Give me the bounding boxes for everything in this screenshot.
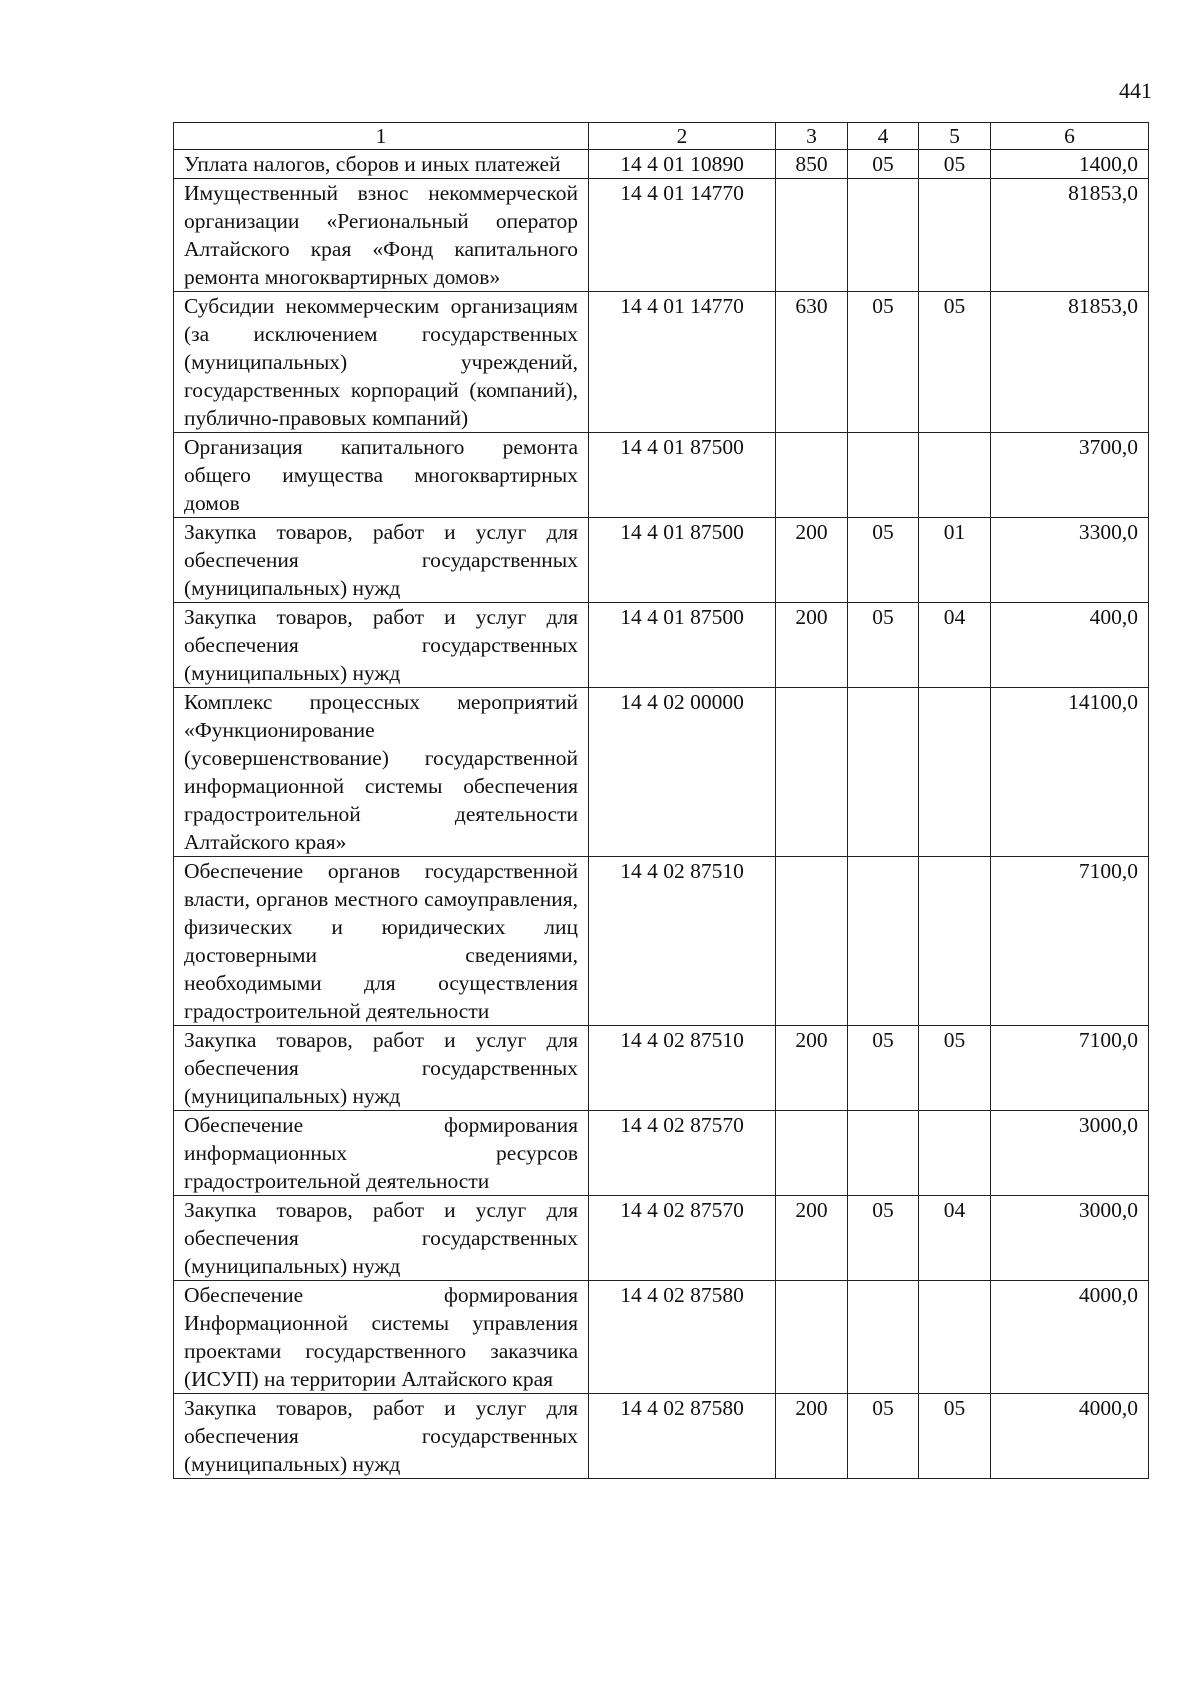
row-pr [919,433,991,518]
page-number: 441 [1119,78,1152,103]
row-vr: 200 [776,603,848,688]
header-col-3: 3 [776,123,848,150]
row-pr: 05 [919,292,991,433]
row-name: Обеспечение органов государственной власти, органов местного самоуправления, физических и юридических лиц достоверными сведениями, необходимыми для осуществления градостроительной деятельности [174,857,589,1026]
row-pr [919,688,991,857]
row-code: 14 4 01 87500 [589,603,776,688]
row-vr [776,179,848,292]
table-row [174,1394,1149,1479]
header-col-1: 1 [174,123,589,150]
row-amount: 7100,0 [991,857,1149,1026]
header-col-6: 6 [991,123,1149,150]
row-pr [919,857,991,1026]
row-code: 14 4 02 87510 [589,857,776,1026]
budget-table [173,122,1149,1479]
row-name: Имущественный взнос некоммерческой организации «Региональный оператор Алтайского края «Фонд капитального ремонта многоквартирных домов» [174,179,589,292]
row-vr: 200 [776,1026,848,1111]
row-amount: 4000,0 [991,1281,1149,1394]
row-vr [776,1281,848,1394]
row-code: 14 4 02 87510 [589,1026,776,1111]
row-amount: 3000,0 [991,1196,1149,1281]
row-amount: 14100,0 [991,688,1149,857]
header-col-2: 2 [589,123,776,150]
table-row [174,150,1149,179]
header-col-4: 4 [848,123,919,150]
row-rz [848,1111,919,1196]
row-amount: 400,0 [991,603,1149,688]
row-name: Закупка товаров, работ и услуг для обеспечения государственных (муниципальных) нужд [174,518,589,603]
row-code: 14 4 01 87500 [589,518,776,603]
row-name: Уплата налогов, сборов и иных платежей [174,150,589,179]
row-name: Комплекс процессных мероприятий «Функционирование (усовершенствование) государственной информационной системы обеспечения градостроительной деятельности Алтайского края» [174,688,589,857]
row-amount: 81853,0 [991,292,1149,433]
row-pr: 04 [919,603,991,688]
row-vr: 200 [776,1394,848,1479]
row-vr [776,688,848,857]
row-code: 14 4 02 87580 [589,1394,776,1479]
table-row [174,1196,1149,1281]
table-row [174,688,1149,857]
table-row [174,1281,1149,1394]
table-header [174,123,1149,150]
row-pr [919,1111,991,1196]
row-pr: 05 [919,1394,991,1479]
row-code: 14 4 02 87570 [589,1111,776,1196]
row-rz: 05 [848,1196,919,1281]
header-col-5: 5 [919,123,991,150]
row-vr: 200 [776,1196,848,1281]
row-code: 14 4 01 14770 [589,179,776,292]
row-name: Субсидии некоммерческим организациям (за исключением государственных (муниципальных) учреждений, государственных корпораций (компаний), публично-правовых компаний) [174,292,589,433]
row-name: Обеспечение формирования Информационной системы управления проектами государственного заказчика (ИСУП) на территории Алтайского края [174,1281,589,1394]
table-row [174,1026,1149,1111]
row-amount: 3300,0 [991,518,1149,603]
row-name: Обеспечение формирования информационных ресурсов градостроительной деятельности [174,1111,589,1196]
table-row [174,179,1149,292]
row-vr: 850 [776,150,848,179]
table-body [174,150,1149,1479]
row-rz: 05 [848,292,919,433]
row-name: Закупка товаров, работ и услуг для обеспечения государственных (муниципальных) нужд [174,1026,589,1111]
row-amount: 3000,0 [991,1111,1149,1196]
row-rz [848,857,919,1026]
row-name: Закупка товаров, работ и услуг для обеспечения государственных (муниципальных) нужд [174,1196,589,1281]
row-rz: 05 [848,603,919,688]
row-pr [919,179,991,292]
table-row [174,1111,1149,1196]
row-pr: 05 [919,1026,991,1111]
row-name: Закупка товаров, работ и услуг для обеспечения государственных (муниципальных) нужд [174,603,589,688]
row-code: 14 4 02 87570 [589,1196,776,1281]
row-rz: 05 [848,1394,919,1479]
row-pr: 04 [919,1196,991,1281]
row-pr: 01 [919,518,991,603]
row-rz [848,688,919,857]
row-amount: 81853,0 [991,179,1149,292]
row-name: Закупка товаров, работ и услуг для обеспечения государственных (муниципальных) нужд [174,1394,589,1479]
row-vr [776,857,848,1026]
table-row [174,292,1149,433]
row-vr: 630 [776,292,848,433]
row-vr [776,1111,848,1196]
row-amount: 1400,0 [991,150,1149,179]
row-pr [919,1281,991,1394]
row-code: 14 4 02 87580 [589,1281,776,1394]
row-amount: 7100,0 [991,1026,1149,1111]
row-rz: 05 [848,150,919,179]
row-code: 14 4 01 10890 [589,150,776,179]
row-vr [776,433,848,518]
header-row [174,123,1149,150]
row-name: Организация капитального ремонта общего имущества многоквартирных домов [174,433,589,518]
row-code: 14 4 01 14770 [589,292,776,433]
row-vr: 200 [776,518,848,603]
row-amount: 3700,0 [991,433,1149,518]
row-code: 14 4 01 87500 [589,433,776,518]
row-rz: 05 [848,518,919,603]
table-row [174,603,1149,688]
row-rz [848,1281,919,1394]
row-rz: 05 [848,1026,919,1111]
row-rz [848,433,919,518]
table-row [174,518,1149,603]
table-row [174,857,1149,1026]
table-row [174,433,1149,518]
row-code: 14 4 02 00000 [589,688,776,857]
row-rz [848,179,919,292]
row-amount: 4000,0 [991,1394,1149,1479]
row-pr: 05 [919,150,991,179]
